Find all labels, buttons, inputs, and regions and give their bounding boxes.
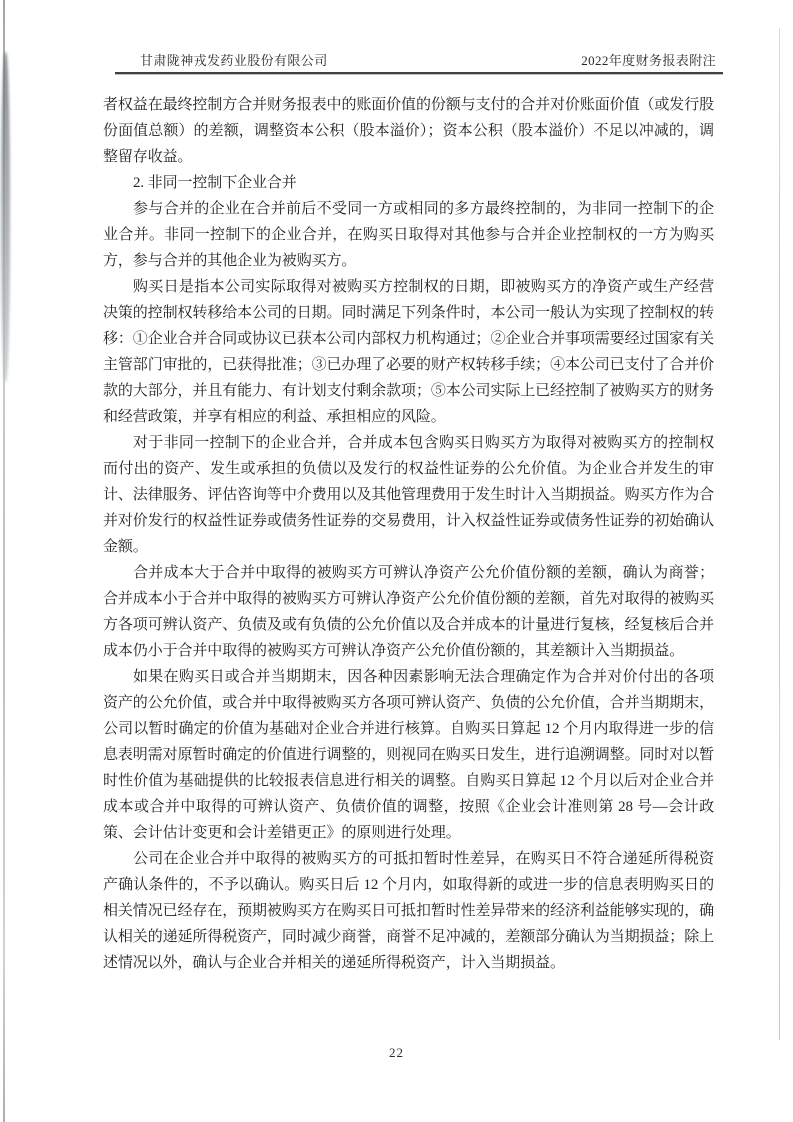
- body-paragraph: 者权益在最终控制方合并财务报表中的账面价值的份额与支付的合并对价账面价值（或发行股份面值总额）的差额，调整资本公积（股本溢价）；资本公积（股本溢价）不足以冲减的，调整留存收益。: [103, 97, 714, 165]
- body-paragraph: 参与合并的企业在合并前后不受同一方或相同的多方最终控制的，为非同一控制下的企业合并。非同一控制下的企业合并，在购买日取得对其他参与合并企业控制权的一方为购买方，参与合并的其他企业为被购买方。: [103, 201, 714, 269]
- body-paragraph: 2. 非同一控制下企业合并: [133, 175, 297, 191]
- body-paragraph: 合并成本大于合并中取得的被购买方可辨认净资产公允价值份额的差额，确认为商誉；合并成本小于合并中取得的被购买方可辨认净资产公允价值份额的差额，首先对取得的被购买方各项可辨认资产、负债及或有负债的公允价值以及合并成本的计量进行复核，经复核后合并成本仍小于合并中取得的被购买方可辨认净资产公允价值份额的，其差额计入当期损益。: [103, 565, 714, 659]
- company-name: 甘肃陇神戎发药业股份有限公司: [140, 53, 328, 68]
- header-divider: [115, 72, 723, 74]
- body-paragraph: 购买日是指本公司实际取得对被购买方控制权的日期，即被购买方的净资产或生产经营决策的控制权转移给本公司的日期。同时满足下列条件时，本公司一般认为实现了控制权的转移：①企业合并合同或协议已获本公司内部权力机构通过；②企业合并事项需要经过国家有关主管部门审批的，已获得批准；③已办理了必要的财产权转移手续；④本公司已支付了合并价款的大部分，并且有能力、有计划支付剩余款项；⑤本公司实际上已经控制了被购买方的财务和经营政策，并享有相应的利益、承担相应的风险。: [103, 279, 714, 425]
- page-number: 22: [389, 1045, 404, 1060]
- document-title: 2022年度财务报表附注: [581, 53, 716, 68]
- body-paragraph: 对于非同一控制下的企业合并，合并成本包含购买日购买方为取得对被购买方的控制权而付出的资产、发生或承担的负债以及发行的权益性证券的公允价值。为企业合并发生的审计、法律服务、评估咨询等中介费用以及其他管理费用于发生时计入当期损益。购买方作为合并对价发行的权益性证券或债务性证券的交易费用，计入权益性证券或债务性证券的初始确认金额。: [103, 435, 714, 555]
- scan-artifact-left-smudge: [1, 52, 10, 382]
- body-text: [103, 92, 714, 976]
- page-header: [104, 50, 716, 69]
- scan-artifact-right-edge: [779, 28, 780, 1040]
- body-paragraph: 如果在购买日或合并当期期末，因各种因素影响无法合理确定作为合并对价付出的各项资产的公允价值，或合并中取得被购买方各项可辨认资产、负债的公允价值，合并当期期末，公司以暂时确定的价值为基础对企业合并进行核算。自购买日算起 12 个月内取得进一步的信息表明需对原暂时确定的价值进行调整的，则视同在购买日发生，进行追溯调整。同时对以暂时性价值为基础提供的比较报表信息进行相关的调整。自购买日算起 12 个月以后对企业合并成本或合并中取得的可辨认资产、负债价值的调整，按照《企业会计准则第 28 号—会计政策、会计估计变更和会计差错更正》的原则进行处理。: [103, 669, 714, 841]
- body-paragraph: 公司在企业合并中取得的被购买方的可抵扣暂时性差异，在购买日不符合递延所得税资产确认条件的，不予以确认。购买日后 12 个月内，如取得新的或进一步的信息表明购买日的相关情况已经存在，预期被购买方在购买日可抵扣暂时性差异带来的经济利益能够实现的，确认相关的递延所得税资产，同时减少商誉，商誉不足冲减的，差额部分确认为当期损益；除上述情况以外，确认与企业合并相关的递延所得税资产，计入当期损益。: [103, 851, 714, 971]
